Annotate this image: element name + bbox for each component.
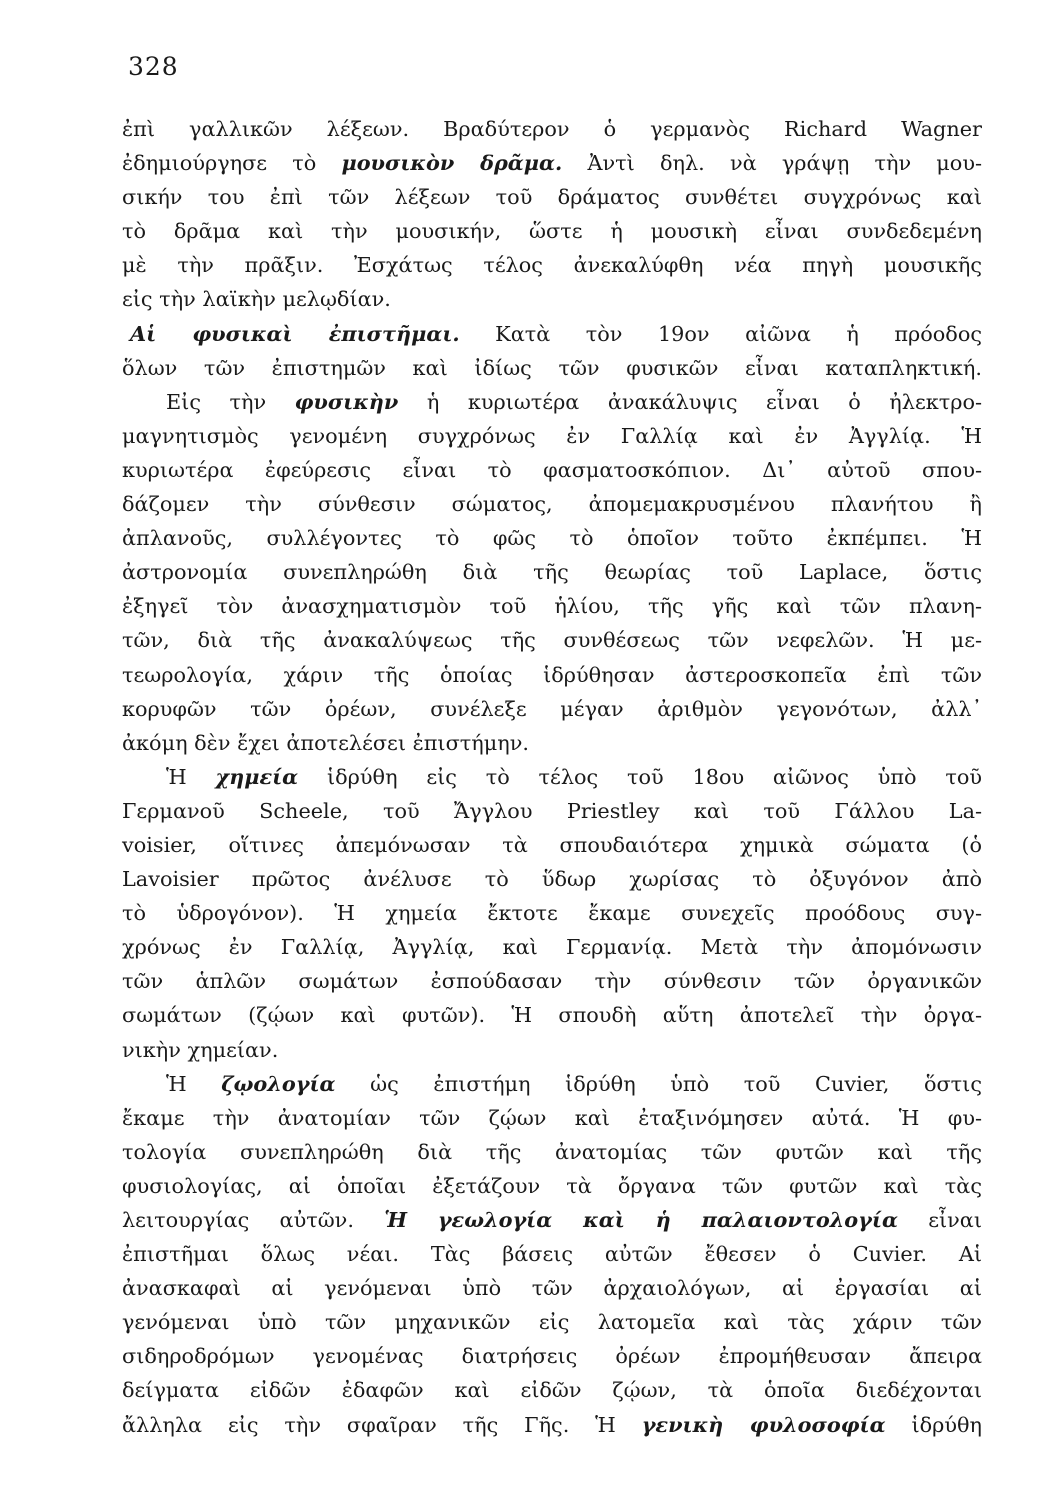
text-run: δείγματα εἰδῶν ἐδαφῶν καὶ εἰδῶν ζῴων, τὰ ὁποῖα διεδέχονται [122, 1378, 982, 1403]
text-run: σικήν του ἐπὶ τῶν λέξεων τοῦ δράματος συνθέτει συγχρόνως καὶ [122, 185, 982, 210]
emphasized-term: γενικὴ φυλοσοφία [641, 1411, 886, 1437]
text-run: voisier, οἵτινες ἀπεμόνωσαν τὰ σπουδαιότερα χημικὰ σώματα (ὁ [122, 832, 982, 857]
text-line [122, 351, 982, 385]
emphasized-term: μουσικὸν δρᾶμα. [341, 150, 563, 176]
text-run: τολογία συνεπληρώθη διὰ τῆς ἀνατομίας τῶν φυτῶν καὶ τῆς [122, 1139, 982, 1164]
text-run: γενόμεναι ὑπὸ τῶν μηχανικῶν εἰς λατομεῖα καὶ τὰς χάριν τῶν [122, 1310, 982, 1335]
text-run: Εἰς τὴν [166, 389, 295, 414]
text-line [122, 453, 982, 487]
text-run: Ἡ [166, 764, 216, 789]
text-run: ὡς ἐπιστήμη ἱδρύθη ὑπὸ τοῦ Cuvier, ὅστις [335, 1071, 982, 1096]
text-line [122, 146, 982, 180]
text-line [122, 862, 982, 896]
page-number: 328 [128, 52, 179, 81]
text-run: μαγνητισμὸς γενομένη συγχρόνως ἐν Γαλλίᾳ καὶ ἐν Ἀγγλίᾳ. Ἡ [122, 423, 982, 448]
text-line [122, 1339, 982, 1373]
text-run: ἱδρύθη [885, 1412, 982, 1437]
text-line [122, 1135, 982, 1169]
text-line [122, 896, 982, 930]
text-line [122, 726, 982, 760]
text-run: ἡ κυριωτέρα ἀνακάλυψις εἶναι ὁ ἠλεκτρο- [398, 389, 983, 414]
text-run: ἀπλανοῦς, συλλέγοντες τὸ φῶς τὸ ὁποῖον τοῦτο ἐκπέμπει. Ἡ [122, 526, 982, 551]
text-run: εἶναι [897, 1208, 982, 1232]
text-line [122, 1101, 982, 1135]
text-run: φυσιολογίας, αἱ ὁποῖαι ἐξετάζουν τὰ ὄργανα τῶν φυτῶν καὶ τὰς [122, 1173, 982, 1198]
text-line [122, 385, 982, 419]
text-run: τῶν, διὰ τῆς ἀνακαλύψεως τῆς συνθέσεως τῶν νεφελῶν. Ἡ με- [122, 628, 982, 653]
text-run: ὅλων τῶν ἐπιστημῶν καὶ ἰδίως τῶν φυσικῶν εἶναι καταπληκτική. [122, 355, 982, 380]
text-line [122, 794, 982, 828]
text-run: τεωρολογία, χάριν τῆς ὁποίας ἱδρύθησαν ἀστεροσκοπεῖα ἐπὶ τῶν [122, 662, 982, 687]
text-run: ἐπὶ γαλλικῶν λέξεων. Βραδύτερον ὁ γερμανὸς Richard Wagner [122, 117, 982, 141]
text-run: ἀκόμη δὲν ἔχει ἀποτελέσει ἐπιστήμην. [122, 730, 529, 755]
text-run: ἱδρύθη εἰς τὸ τέλος τοῦ 18ου αἰῶνος ὑπὸ τοῦ [298, 764, 983, 789]
text-line [122, 214, 982, 248]
text-run: κορυφῶν τῶν ὀρέων, συνέλεξε μέγαν ἀριθμὸν γεγονότων, ἀλλ᾽ [122, 696, 982, 721]
text-line [122, 112, 982, 146]
text-line [122, 180, 982, 214]
text-run: ἐδημιούργησε τὸ [122, 151, 342, 176]
text-run: Ἀντὶ δηλ. νὰ γράψῃ τὴν μου- [562, 151, 982, 176]
text-run: σιδηροδρόμων γενομένας διατρήσεις ὀρέων ἐπρομήθευσαν ἄπειρα [122, 1344, 982, 1369]
text-line [122, 1237, 982, 1271]
text-run: ἔκαμε τὴν ἀνατομίαν τῶν ζῴων καὶ ἐταξινόμησεν αὐτά. Ἡ φυ- [122, 1105, 982, 1130]
text-line [122, 419, 982, 453]
text-run: ἐπιστῆμαι ὅλως νέαι. Τὰς βάσεις αὐτῶν ἔθεσεν ὁ Cuvier. Αἱ [122, 1242, 982, 1267]
text-run: δάζομεν τὴν σύνθεσιν σώματος, ἀπομεμακρυσμένου πλανήτου ἢ [122, 492, 982, 517]
text-run: μὲ τὴν πρᾶξιν. Ἐσχάτως τέλος ἀνεκαλύφθη νέα πηγὴ μουσικῆς [122, 253, 982, 278]
emphasized-term: χημεία [215, 763, 299, 789]
text-line [122, 828, 982, 862]
text-run: λειτουργίας αὐτῶν. [122, 1208, 385, 1232]
text-body [122, 112, 982, 1442]
text-run: τὸ ὑδρογόνον). Ἡ χημεία ἔκτοτε ἔκαμε συνεχεῖς προόδους συγ- [122, 901, 982, 926]
text-line [122, 317, 982, 351]
text-line [122, 1373, 982, 1407]
text-line [122, 1033, 982, 1067]
text-run: χρόνως ἐν Γαλλίᾳ, Ἀγγλίᾳ, καὶ Γερμανίᾳ. Μετὰ τὴν ἀπομόνωσιν [122, 935, 982, 960]
text-line [122, 1169, 982, 1203]
text-run: ἀστρονομία συνεπληρώθη διὰ τῆς θεωρίας τοῦ Laplace, ὅστις [122, 560, 982, 585]
text-run: κυριωτέρα ἐφεύρεσις εἶναι τὸ φασματοσκόπιον. Δι᾽ αὐτοῦ σπου- [122, 457, 982, 482]
text-line [122, 589, 982, 623]
text-run: ἀνασκαφαὶ αἱ γενόμεναι ὑπὸ τῶν ἀρχαιολόγων, αἱ ἐργασίαι αἱ [122, 1276, 982, 1301]
text-line [122, 964, 982, 998]
text-line [122, 760, 982, 794]
text-run: νικὴν χημείαν. [122, 1037, 279, 1062]
text-run: εἰς τὴν λαϊκὴν μελῳδίαν. [122, 287, 391, 312]
text-line [122, 1305, 982, 1339]
text-line [122, 487, 982, 521]
text-line [122, 248, 982, 282]
text-line [122, 692, 982, 726]
text-line [122, 658, 982, 692]
text-line [122, 1271, 982, 1305]
text-run: Κατὰ τὸν 19ον αἰῶνα ἡ πρόοδος [459, 321, 982, 346]
text-run: Γερμανοῦ Scheele, τοῦ Ἄγγλου Priestley καὶ τοῦ Γάλλου La- [122, 798, 982, 823]
text-run: σωμάτων (ζῴων καὶ φυτῶν). Ἡ σπουδὴ αὕτη ἀποτελεῖ τὴν ὀργα- [122, 1003, 982, 1028]
text-line [122, 1067, 982, 1101]
emphasized-term: Ἡ γεωλογία καὶ ἡ παλαιοντολογία [384, 1207, 898, 1232]
text-line [122, 623, 982, 657]
text-run: Ἡ [166, 1071, 222, 1096]
text-line [122, 555, 982, 589]
text-line [122, 1203, 982, 1237]
text-line [122, 930, 982, 964]
emphasized-term: ζῳολογία [221, 1070, 336, 1096]
emphasized-term: Αἱ φυσικαὶ ἐπιστῆμαι. [130, 320, 460, 346]
text-line [122, 282, 982, 316]
text-run: Lavoisier πρῶτος ἀνέλυσε τὸ ὕδωρ χωρίσας τὸ ὀξυγόνον ἀπὸ [122, 867, 982, 892]
text-line [122, 1408, 982, 1442]
text-run: τὸ δρᾶμα καὶ τὴν μουσικήν, ὥστε ἡ μουσικὴ εἶναι συνδεδεμένη [122, 219, 982, 244]
text-line [122, 521, 982, 555]
text-run: ἄλληλα εἰς τὴν σφαῖραν τῆς Γῆς. Ἡ [122, 1412, 642, 1437]
emphasized-term: φυσικὴν [294, 388, 399, 414]
text-line [122, 998, 982, 1032]
text-run: τῶν ἁπλῶν σωμάτων ἐσπούδασαν τὴν σύνθεσιν τῶν ὀργανικῶν [122, 969, 982, 994]
text-run: ἐξηγεῖ τὸν ἀνασχηματισμὸν τοῦ ἡλίου, τῆς γῆς καὶ τῶν πλανη- [122, 594, 982, 619]
